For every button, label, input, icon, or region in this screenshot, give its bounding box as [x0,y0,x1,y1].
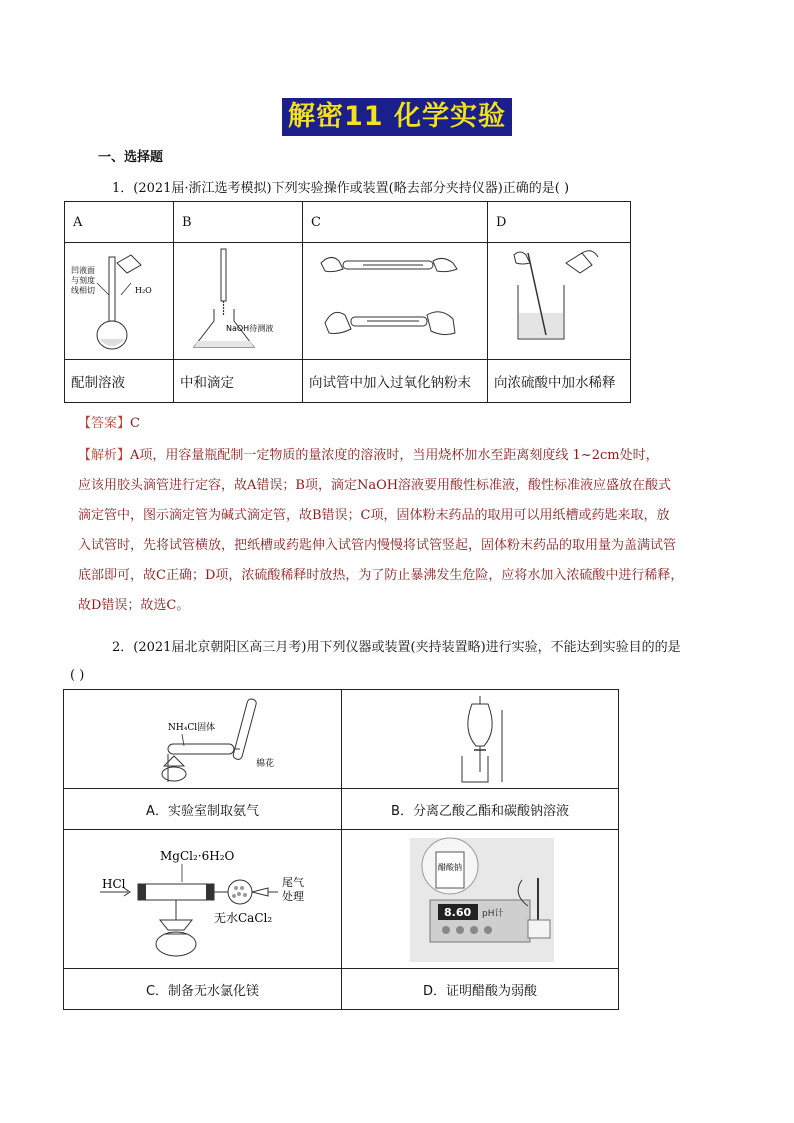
option-c-letter: C [303,202,488,243]
cotton-label: 棉花 [256,759,275,769]
question-2-text: 2．(2021届北京朝阳区高三月考)用下列仪器或装置(夹持装置略)进行实验，不能达到实验目的的是 [112,640,681,655]
tail-gas-label-1: 尾气 [282,876,304,889]
question-2-paren: ( ) [70,668,85,683]
ph-reading: 8.60 [444,906,472,919]
analysis-block [78,441,736,621]
q2-option-c-diagram [64,830,342,969]
b-naoh-label: NaOH待测液 [226,324,274,333]
q2-option-a-caption: A．实验室制取氨气 [64,789,342,830]
a-label-line1: 凹液面 [71,266,95,275]
question-1-table [64,201,631,403]
q2-option-c-caption: C．制备无水氯化镁 [64,969,342,1010]
separatory-funnel-diagram [342,690,618,788]
option-a-diagram [65,243,174,360]
analysis-line: 应该用胶头滴管进行定容，故A错误；B项，滴定NaOH溶液要用酸性标准液，酸性标准液应盛放在酸式 [78,478,672,493]
q2-option-d-caption: D．证明醋酸为弱酸 [342,969,619,1010]
ph-meter-label: pH计 [482,909,504,919]
a-h2o-label: H₂O [135,286,152,295]
analysis-line: 【解析】A项，用容量瓶配制一定物质的量浓度的溶液时，当用烧杯加水至距离刻度线 1~2cm处时， [78,448,659,463]
test-tube-powder-diagram [303,243,479,359]
analysis-line: 入试管时，先将试管横放，把纸槽或药匙伸入试管内慢慢将试管竖起，固体粉末药品的取用量为盖满试管 [78,538,677,553]
option-d-diagram [488,243,631,360]
sodium-acetate-label: 醋酸钠 [438,863,462,872]
analysis-line: 底部即可，故C正确；D项，浓硫酸稀释时放热，为了防止暴沸发生危险，应将水加入浓硫酸中进行稀释， [78,568,684,583]
answer-line [78,412,140,431]
ammonia-apparatus-diagram [64,690,341,788]
ph-meter-photo [342,830,618,968]
tail-gas-label-2: 处理 [282,890,304,903]
a-label-line2: 与刻度 [71,276,95,285]
q2-option-b-caption: B．分离乙酸乙酯和碳酸钠溶液 [342,789,619,830]
a-label-line3: 线相切 [71,286,95,295]
option-b-letter: B [174,202,303,243]
option-c-caption: 向试管中加入过氧化钠粉末 [303,360,488,403]
option-b-diagram [174,243,303,360]
analysis-label: 【解析】 [78,448,131,463]
mgcl2-label: MgCl₂·6H₂O [160,849,235,863]
titration-diagram [174,243,294,359]
cacl2-label: 无水CaCl₂ [214,911,273,925]
answer-value: C [130,416,140,431]
option-d-caption: 向浓硫酸中加水稀释 [488,360,631,403]
volumetric-flask-diagram [65,243,173,359]
option-a-caption: 配制溶液 [65,360,174,403]
option-b-caption: 中和滴定 [174,360,303,403]
mgcl2-apparatus-diagram [64,830,341,968]
section-heading: 一、选择题 [98,150,164,165]
answer-label: 【答案】 [78,416,131,431]
q2-option-a-diagram [64,690,342,789]
analysis-line: 滴定管中，图示滴定管为碱式滴定管，故B错误；C项，固体粉末药品的取用可以用纸槽或药匙来取，放 [78,508,670,523]
option-c-diagram [303,243,488,360]
option-d-letter: D [488,202,631,243]
option-a-letter: A [65,202,174,243]
hcl-label: HCl [102,877,126,891]
nh4cl-label: NH₄Cl固体 [168,723,216,733]
q2-option-d-diagram [342,830,619,969]
question-2-table [63,689,619,1010]
q2-option-b-diagram [342,690,619,789]
dilution-diagram [488,243,622,359]
title-wrap [0,98,794,136]
question-1-text: 1．(2021届·浙江选考模拟)下列实验操作或装置(略去部分夹持仪器)正确的是( ) [112,181,570,196]
page-title: 解密11 化学实验 [282,98,512,136]
analysis-line: 故D错误；故选C。 [78,598,190,613]
